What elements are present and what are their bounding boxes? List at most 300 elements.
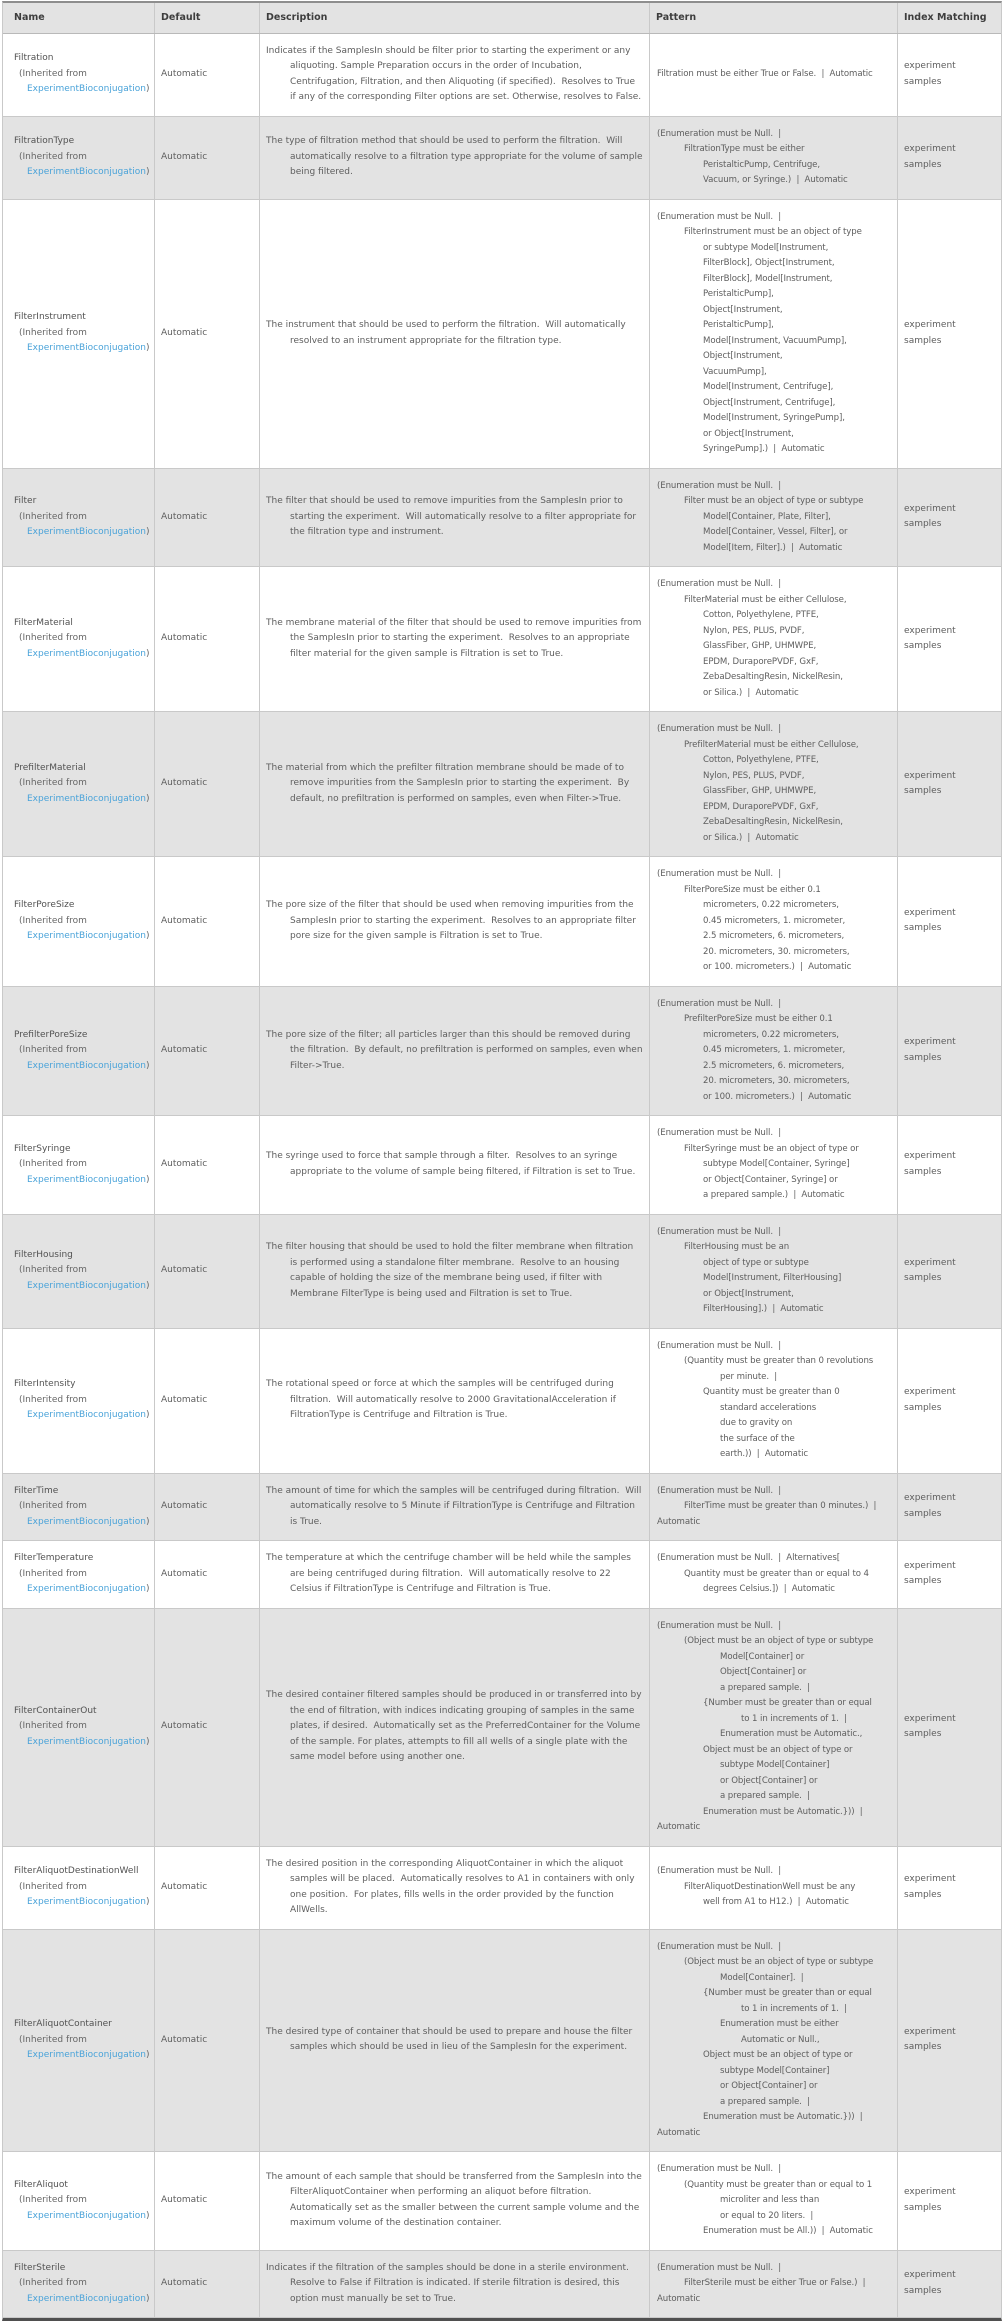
index-matching-cell [898, 1474, 1001, 1541]
default-value: Automatic [161, 1721, 208, 1732]
option-name: FilterIntensity [14, 1379, 76, 1390]
description-text: The amount of time for which the samples will be centrifuged during filtration. Will automatically resolve to 5 Minute if FiltrationType is Centrifuge and Filtration is True. [266, 1485, 645, 1527]
default-value: Automatic [161, 1265, 208, 1276]
pattern-line: Model[Item, Filter].) | Automatic [703, 542, 843, 553]
pattern-line: Automatic [657, 1822, 701, 1832]
table-row [3, 34, 1001, 117]
table-row [3, 200, 1001, 469]
experiment-bioconjugation-link[interactable]: ExperimentBioconjugation [27, 84, 147, 95]
option-name: FilterTemperature [14, 1553, 94, 1563]
pattern-line: or Object[Container] or [720, 1775, 818, 1786]
index-matching-value: experiment samples [904, 1874, 956, 1900]
pattern-line: FilterBlock], Object[Instrument, [703, 258, 835, 268]
pattern-line: Model[Container, Plate, Filter], [703, 511, 831, 522]
pattern-line: or Object[Container] or [720, 2081, 818, 2091]
experiment-bioconjugation-link[interactable]: ExperimentBioconjugation [27, 343, 147, 354]
inherited-close-paren: ) [146, 1897, 150, 1908]
pattern-line: (Object must be an object of type or subtype [684, 1957, 874, 1967]
pattern-line: (Enumeration must be Null. | [657, 724, 782, 734]
pattern-line: PeristalticPump], [703, 289, 774, 299]
index-matching-cell [898, 567, 1001, 711]
name-cell [3, 1541, 155, 1608]
option-name: FilterPoreSize [14, 900, 75, 910]
inherited-from-text: (Inherited from [19, 1045, 87, 1055]
pattern-line: (Enumeration must be Null. | [657, 2164, 782, 2174]
pattern-line: Object must be an object of type or [703, 1744, 853, 1755]
description-text: The syringe used to force that sample through a filter. Resolves to an syringe appropriate to the volume of sample being filtered, if Filtration is set to True. [266, 1151, 636, 1177]
description-text: The material from which the prefilter filtration membrane should be made of to remove impurities from the SamplesIn prior to starting the experiment. By default, no prefiltration is performed on samples, even when Filter->True. [266, 762, 633, 804]
description-text: The desired position in the corresponding AliquotContainer in which the aliquot samples will be placed. Automatically resolves to A1 in containers with only one position. For plates, fills wells in the order provided by the function AllWells. [266, 1858, 638, 1915]
description-cell [260, 712, 650, 856]
default-value: Automatic [161, 1881, 208, 1892]
pattern-cell [650, 857, 898, 986]
index-matching-value: experiment samples [904, 770, 956, 796]
experiment-bioconjugation-link[interactable]: ExperimentBioconjugation [27, 527, 147, 537]
name-cell [3, 1609, 155, 1846]
pattern-line: FilterPoreSize must be either 0.1 [684, 884, 821, 895]
pattern-line: (Enumeration must be Null. | Alternatives[ [657, 1553, 840, 1563]
index-matching-value: experiment samples [904, 503, 956, 530]
default-value: Automatic [161, 151, 208, 162]
index-matching-value: experiment samples [904, 1387, 956, 1413]
experiment-bioconjugation-link[interactable]: ExperimentBioconjugation [27, 2293, 147, 2304]
option-name: FilterAliquot [14, 2179, 68, 2190]
index-matching-value: experiment samples [904, 320, 956, 346]
pattern-line: micrometers, 0.22 micrometers, [703, 900, 839, 910]
pattern-cell [650, 1541, 898, 1608]
pattern-line: due to gravity on [720, 1418, 793, 1428]
default-cell [155, 469, 260, 567]
pattern-line: 0.45 micrometers, 1. micrometer, [703, 915, 846, 926]
pattern-line: (Enumeration must be Null. | [657, 869, 782, 879]
index-matching-cell [898, 1116, 1001, 1214]
inherited-close-paren: ) [146, 648, 150, 659]
experiment-bioconjugation-link[interactable]: ExperimentBioconjugation [27, 1174, 147, 1185]
index-matching-cell [898, 1215, 1001, 1328]
name-cell [3, 117, 155, 199]
experiment-bioconjugation-link[interactable]: ExperimentBioconjugation [27, 1736, 147, 1747]
inherited-from-text: (Inherited from [19, 2034, 87, 2045]
description-cell [260, 200, 650, 468]
table-row [3, 1474, 1001, 1542]
inherited-from-text: (Inherited from [19, 327, 87, 338]
default-value: Automatic [161, 1501, 208, 1511]
name-cell [3, 1474, 155, 1541]
inherited-close-paren: ) [146, 1280, 150, 1291]
experiment-bioconjugation-link[interactable]: ExperimentBioconjugation [27, 648, 147, 659]
description-cell [260, 1474, 650, 1541]
experiment-bioconjugation-link[interactable]: ExperimentBioconjugation [27, 1897, 147, 1908]
index-matching-value: experiment samples [904, 2187, 956, 2213]
pattern-cell [650, 34, 898, 116]
pattern-line: (Enumeration must be Null. | [657, 1866, 782, 1877]
pattern-line: FilterTime must be greater than 0 minutes.) | [684, 1501, 877, 1511]
pattern-line: earth.)) | Automatic [720, 1449, 809, 1459]
table-row [3, 1847, 1001, 1930]
pattern-line: Vacuum, or Syringe.) | Automatic [703, 175, 848, 185]
description-cell [260, 857, 650, 986]
index-matching-value: experiment samples [904, 1037, 956, 1063]
inherited-close-paren: ) [146, 167, 150, 178]
index-matching-cell [898, 712, 1001, 856]
table-row [3, 712, 1001, 857]
description-text: The type of filtration method that should be used to perform the filtration. Will automatically resolve to a filtration type appropriate for the volume of sample being filtered. [266, 136, 646, 178]
pattern-line: GlassFiber, GHP, UHMWPE, [703, 786, 817, 796]
name-cell [3, 712, 155, 856]
name-cell [3, 1215, 155, 1328]
inherited-close-paren: ) [146, 2210, 150, 2221]
pattern-line: FilterAliquotDestinationWell must be any [684, 1881, 856, 1892]
pattern-cell [650, 987, 898, 1116]
description-cell [260, 469, 650, 567]
inherited-from-text: (Inherited from [19, 778, 87, 789]
index-matching-cell [898, 1847, 1001, 1929]
description-cell [260, 1541, 650, 1608]
table-row [3, 1541, 1001, 1609]
inherited-close-paren: ) [146, 343, 150, 354]
option-name: FilterHousing [14, 1249, 73, 1260]
table-row [3, 1116, 1001, 1215]
default-value: Automatic [161, 1394, 208, 1405]
default-cell [155, 117, 260, 199]
description-cell [260, 2152, 650, 2250]
pattern-line: EPDM, DuraporePVDF, GxF, [703, 656, 819, 667]
pattern-line: Object must be an object of type or [703, 2050, 853, 2060]
description-cell [260, 2251, 650, 2318]
index-matching-value: experiment samples [904, 1713, 956, 1739]
pattern-line: the surface of the [720, 1433, 795, 1444]
pattern-line: micrometers, 0.22 micrometers, [703, 1029, 839, 1040]
index-matching-cell [898, 1609, 1001, 1846]
inherited-link-line [14, 2292, 148, 2308]
index-matching-value: experiment samples [904, 61, 956, 87]
pattern-line: PeristalticPump], [703, 320, 774, 330]
table-body [3, 34, 1001, 2319]
pattern-line: FilterMaterial must be either Cellulose, [684, 594, 847, 605]
description-text: The instrument that should be used to perform the filtration. Will automatically resolved to an instrument appropriate for the filtration type. [266, 320, 629, 346]
inherited-link-line [14, 1173, 148, 1189]
inherited-from-text: (Inherited from [19, 1881, 87, 1892]
experiment-bioconjugation-link[interactable]: ExperimentBioconjugation [27, 1280, 147, 1291]
pattern-line: Model[Instrument, VacuumPump], [703, 335, 847, 346]
default-cell [155, 712, 260, 856]
inherited-close-paren: ) [146, 2050, 150, 2060]
inherited-link-line [14, 82, 148, 98]
pattern-cell [650, 200, 898, 468]
pattern-line: Model[Container, Vessel, Filter], or [703, 527, 848, 537]
name-cell [3, 567, 155, 711]
description-text: The rotational speed or force at which the samples will be centrifuged during filtration. Will automatically resolve to 2000 GravitationalAcceleration if FiltrationType is Centrifuge and Filtration is True. [266, 1379, 619, 1421]
inherited-close-paren: ) [146, 1516, 150, 1527]
index-matching-cell [898, 1329, 1001, 1473]
index-matching-value: experiment samples [904, 1493, 956, 1519]
pattern-line: Object[Instrument, [703, 351, 783, 361]
pattern-line: a prepared sample. | [720, 2096, 810, 2107]
column-header-pattern: Pattern [650, 3, 898, 33]
default-value: Automatic [161, 2195, 208, 2205]
description-cell [260, 117, 650, 199]
table-row [3, 987, 1001, 1117]
table-row [3, 2152, 1001, 2251]
default-cell [155, 34, 260, 116]
options-table [2, 1, 1002, 2321]
inherited-close-paren: ) [146, 1174, 150, 1185]
pattern-line: FilterHousing must be an [684, 1242, 790, 1252]
option-name: FilterSterile [14, 2262, 66, 2273]
table-row [3, 1609, 1001, 1847]
inherited-from-text: (Inherited from [19, 1568, 87, 1579]
pattern-line: (Enumeration must be Null. | [657, 1941, 782, 1952]
pattern-line: Enumeration must be Automatic., [720, 1729, 863, 1739]
index-matching-cell [898, 1930, 1001, 2152]
experiment-bioconjugation-link[interactable]: ExperimentBioconjugation [27, 167, 147, 178]
index-matching-value: experiment samples [904, 907, 956, 934]
pattern-line: Automatic [657, 2293, 701, 2304]
pattern-cell [650, 1847, 898, 1929]
option-name: FilterInstrument [14, 312, 86, 323]
pattern-line: (Enumeration must be Null. | [657, 128, 782, 139]
inherited-close-paren: ) [146, 931, 150, 941]
pattern-line: Model[Container] or [720, 1651, 805, 1662]
name-cell [3, 34, 155, 116]
inherited-close-paren: ) [146, 793, 150, 804]
description-text: The amount of each sample that should be transferred from the SamplesIn into the FilterAliquotContainer when performing an aliquot before filtration. Automatically set as the smaller between the current sample volume and the maximum volume of the destination container. [266, 2171, 645, 2229]
pattern-line: or Object[Instrument, [703, 1288, 794, 1299]
index-matching-cell [898, 469, 1001, 567]
pattern-line: 2.5 micrometers, 6. micrometers, [703, 931, 845, 941]
inherited-link-line [14, 1895, 148, 1911]
pattern-line: {Number must be greater than or equal [703, 1698, 872, 1708]
pattern-line: VacuumPump], [703, 366, 767, 377]
pattern-line: SyringePump].) | Automatic [703, 444, 825, 454]
experiment-bioconjugation-link[interactable]: ExperimentBioconjugation [27, 2210, 147, 2221]
option-name: FiltrationType [14, 136, 75, 147]
pattern-line: 0.45 micrometers, 1. micrometer, [703, 1045, 846, 1055]
index-matching-cell [898, 987, 1001, 1116]
inherited-link-line [14, 341, 148, 357]
table-header [3, 3, 1001, 34]
pattern-line: Filter must be an object of type or subtype [684, 496, 864, 506]
inherited-link-line [14, 1735, 148, 1751]
index-matching-value: experiment samples [904, 1560, 956, 1587]
pattern-line: or subtype Model[Instrument, [703, 242, 829, 253]
pattern-line: (Enumeration must be Null. | [657, 1226, 782, 1237]
pattern-line: or equal to 20 liters. | [720, 2210, 814, 2221]
pattern-line: Cotton, Polyethylene, PTFE, [703, 610, 819, 620]
inherited-from-text: (Inherited from [19, 151, 87, 162]
inherited-link-line [14, 2048, 148, 2064]
inherited-link-line [14, 929, 148, 945]
pattern-line: (Enumeration must be Null. | [657, 998, 782, 1009]
pattern-line: 20. micrometers, 30. micrometers, [703, 946, 850, 957]
name-cell [3, 200, 155, 468]
description-text: The membrane material of the filter that should be used to remove impurities from the SamplesIn prior to starting the experiment. Resolves to an appropriate filter material for the given sample is Filtration is set to True. [266, 617, 645, 659]
pattern-cell [650, 1116, 898, 1214]
pattern-line: or Object[Container, Syringe] or [703, 1174, 838, 1185]
pattern-line: 2.5 micrometers, 6. micrometers, [703, 1060, 845, 1071]
pattern-line: FilterInstrument must be an object of type [684, 227, 862, 237]
pattern-line: PeristalticPump, Centrifuge, [703, 159, 821, 170]
default-value: Automatic [161, 778, 208, 789]
column-header-default: Default [155, 3, 260, 33]
pattern-line: (Object must be an object of type or subtype [684, 1636, 874, 1646]
index-matching-cell [898, 2152, 1001, 2250]
column-header-index-matching [898, 3, 1001, 33]
pattern-line: FiltrationType must be either [684, 144, 805, 154]
default-value: Automatic [161, 2034, 208, 2045]
index-matching-value: experiment samples [904, 2026, 956, 2053]
default-value: Automatic [161, 1568, 208, 1579]
pattern-line: Enumeration must be Automatic.})) | [703, 1806, 863, 1817]
inherited-close-paren: ) [146, 1410, 150, 1421]
default-value: Automatic [161, 327, 208, 338]
default-cell [155, 567, 260, 711]
table-row [3, 1329, 1001, 1474]
default-cell [155, 1215, 260, 1328]
description-text: Indicates if the SamplesIn should be filter prior to starting the experiment or any aliquoting. Sample Preparation occurs in the order of Incubation, Centrifugation, Filtration, and then Aliquoting (if specified). Resolves to True if any of the corresponding Filter options are set. Otherwise, resolves to False. [266, 45, 642, 102]
option-name: PrefilterMaterial [14, 762, 86, 773]
default-cell [155, 2152, 260, 2250]
pattern-line: degrees Celsius.]) | Automatic [703, 1584, 835, 1594]
experiment-bioconjugation-link[interactable]: ExperimentBioconjugation [27, 1516, 147, 1527]
pattern-cell [650, 2152, 898, 2250]
experiment-bioconjugation-link[interactable]: ExperimentBioconjugation [27, 1584, 147, 1594]
default-cell [155, 1930, 260, 2152]
experiment-bioconjugation-link[interactable]: ExperimentBioconjugation [27, 931, 147, 941]
inherited-link-line [14, 165, 148, 181]
default-value: Automatic [161, 1159, 208, 1169]
experiment-bioconjugation-link[interactable]: ExperimentBioconjugation [27, 793, 147, 804]
index-matching-cell [898, 1541, 1001, 1608]
description-cell [260, 567, 650, 711]
pattern-line: Enumeration must be either [720, 2019, 839, 2029]
description-cell [260, 1847, 650, 1929]
table-row [3, 857, 1001, 987]
pattern-line: Automatic [657, 2127, 701, 2138]
pattern-cell [650, 712, 898, 856]
name-cell [3, 1329, 155, 1473]
option-name: Filter [14, 496, 37, 506]
pattern-line: Model[Container]. | [720, 1972, 804, 1983]
table-row [3, 567, 1001, 712]
table-row [3, 1930, 1001, 2153]
pattern-line: Object[Instrument, [703, 304, 783, 315]
inherited-link-line [14, 2209, 148, 2225]
name-cell [3, 857, 155, 986]
inherited-from-text: (Inherited from [19, 68, 87, 79]
pattern-line: microliter and less than [720, 2195, 820, 2205]
pattern-line: (Quantity must be greater than 0 revolutions [684, 1356, 874, 1366]
inherited-link-line [14, 1582, 148, 1598]
option-name: FilterAliquotContainer [14, 2019, 112, 2029]
default-value: Automatic [161, 633, 208, 644]
pattern-line: or 100. micrometers.) | Automatic [703, 1091, 852, 1102]
index-matching-value: experiment samples [904, 625, 956, 651]
pattern-line: well from A1 to H12.) | Automatic [703, 1897, 849, 1908]
index-matching-cell [898, 857, 1001, 986]
name-cell [3, 1116, 155, 1214]
experiment-bioconjugation-link[interactable]: ExperimentBioconjugation [27, 1410, 147, 1421]
table-row [3, 2251, 1001, 2319]
description-cell [260, 1609, 650, 1846]
pattern-line: Enumeration must be All.)) | Automatic [703, 2226, 873, 2236]
name-cell [3, 1930, 155, 2152]
pattern-line: per minute. | [720, 1371, 778, 1382]
pattern-cell [650, 1215, 898, 1328]
name-cell [3, 2152, 155, 2250]
pattern-line: FilterHousing].) | Automatic [703, 1304, 824, 1314]
inherited-from-text: (Inherited from [19, 1501, 87, 1511]
experiment-bioconjugation-link[interactable]: ExperimentBioconjugation [27, 1060, 147, 1071]
description-text: Indicates if the filtration of the samples should be done in a sterile environment. Resolve to False if Filtration is indicated. If sterile filtration is desired, this option must manually be set to True. [266, 2262, 635, 2304]
pattern-line: FilterSterile must be either True or False.) | [684, 2278, 866, 2288]
inherited-link-line [14, 1408, 148, 1424]
pattern-cell [650, 1474, 898, 1541]
pattern-cell [650, 469, 898, 567]
pattern-line: to 1 in increments of 1. | [741, 2003, 847, 2014]
experiment-bioconjugation-link[interactable]: ExperimentBioconjugation [27, 2050, 147, 2060]
pattern-line: Model[Instrument, FilterHousing] [703, 1273, 842, 1283]
pattern-line: Model[Instrument, Centrifuge], [703, 382, 834, 392]
pattern-line: object of type or subtype [703, 1257, 809, 1268]
description-text: The filter housing that should be used to hold the filter membrane when filtration is performed using a standalone filter membrane. Resolve to an housing capable of holding the size of the membrane being used, if filter with Membrane FilterType is being used and Filtration is set to True. [266, 1242, 637, 1299]
description-text: The pore size of the filter that should be used when removing impurities from the SamplesIn prior to starting the experiment. Resolves to an appropriate filter pore size for the given sample is Filtration is set to True. [266, 900, 639, 941]
inherited-link-line [14, 647, 148, 663]
option-name: FilterContainerOut [14, 1705, 97, 1716]
pattern-line: Enumeration must be Automatic.})) | [703, 2112, 863, 2122]
default-cell [155, 987, 260, 1116]
name-cell [3, 2251, 155, 2318]
default-value: Automatic [161, 68, 208, 79]
pattern-line: 20. micrometers, 30. micrometers, [703, 1076, 850, 1086]
option-name: FilterAliquotDestinationWell [14, 1866, 139, 1877]
inherited-close-paren: ) [146, 1584, 150, 1594]
pattern-line: Model[Instrument, SyringePump], [703, 413, 845, 423]
inherited-from-text: (Inherited from [19, 2278, 87, 2288]
option-name: FilterTime [14, 1485, 59, 1496]
inherited-close-paren: ) [146, 527, 150, 537]
column-header-description: Description [260, 3, 650, 33]
pattern-line: Nylon, PES, PLUS, PVDF, [703, 770, 805, 781]
table-row [3, 469, 1001, 568]
inherited-close-paren: ) [146, 2293, 150, 2304]
pattern-line: subtype Model[Container] [720, 2065, 830, 2076]
option-name: Filtration [14, 53, 54, 64]
inherited-link-line [14, 1059, 148, 1075]
pattern-line: ZebaDesaltingResin, NickelResin, [703, 817, 843, 827]
default-cell [155, 857, 260, 986]
option-name: FilterMaterial [14, 617, 73, 628]
pattern-line: FilterSyringe must be an object of type or [684, 1143, 859, 1154]
pattern-line: subtype Model[Container, Syringe] [703, 1159, 850, 1169]
index-matching-cell [898, 2251, 1001, 2318]
index-matching-cell [898, 200, 1001, 468]
pattern-cell [650, 117, 898, 199]
description-cell [260, 1116, 650, 1214]
pattern-line: Filtration must be either True or False. | Automatic [657, 68, 873, 79]
inherited-link-line [14, 1515, 148, 1531]
default-value: Automatic [161, 1045, 208, 1055]
inherited-close-paren: ) [146, 1060, 150, 1071]
inherited-from-text: (Inherited from [19, 2195, 87, 2205]
pattern-line: (Quantity must be greater than or equal to 1 [684, 2179, 873, 2190]
description-cell [260, 987, 650, 1116]
pattern-line: Quantity must be greater than 0 [703, 1387, 840, 1397]
pattern-line: a prepared sample. | [720, 1791, 810, 1801]
pattern-line: (Enumeration must be Null. | [657, 579, 782, 589]
inherited-close-paren: ) [146, 1736, 150, 1747]
name-cell [3, 469, 155, 567]
